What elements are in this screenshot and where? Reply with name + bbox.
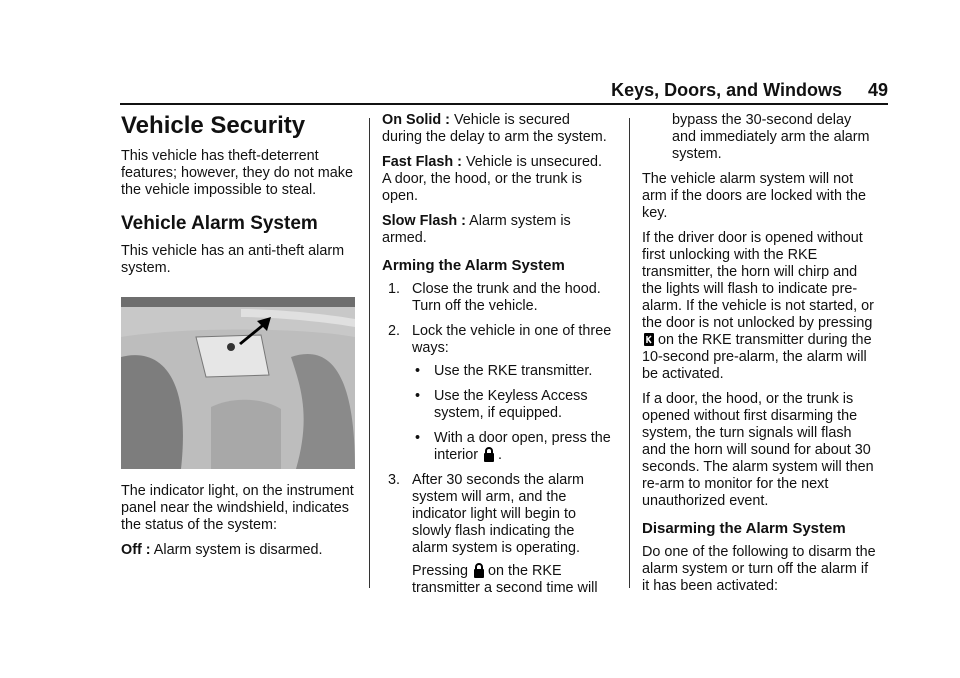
status-off: Off : Alarm system is disarmed. [121, 542, 323, 558]
bullet-item: • Use the RKE transmitter. [415, 363, 593, 379]
status-slow-flash: Slow Flash : Alarm system is armed. [382, 213, 571, 246]
lock-icon [473, 563, 485, 578]
paragraph: Do one of the following to disarm the alarm system or turn off the alarm if it has been activated: [642, 544, 876, 594]
column-middle [382, 112, 612, 605]
step3-continuation: bypass the 30-second delay and immediately arm the alarm system. [672, 112, 870, 162]
column-divider [629, 118, 630, 588]
paragraph: The vehicle alarm system will not arm if the doors are locked with the key. [642, 171, 866, 221]
paragraph: If the driver door is opened without first unlocking with the RKE transmitter, the horn will chirp and the lights will flash to indicate pre-alarm. If the vehicle is not started, or the door is not unlocked by pressing on the RKE transmitter during the 10-second pre-alarm, the alarm will be activated. [642, 230, 874, 382]
list-item: 1. Close the trunk and the hood. Turn off the vehicle. [388, 281, 601, 314]
column-left [121, 112, 357, 567]
bullet-item: • Use the Keyless Access system, if equipped. [415, 388, 588, 421]
status-fast-flash: Fast Flash : Vehicle is unsecured. A door, the hood, or the trunk is open. [382, 154, 602, 204]
status-on-solid: On Solid : Vehicle is secured during the delay to arm the system. [382, 112, 607, 145]
arming-steps [382, 281, 612, 597]
header-rule [120, 103, 888, 105]
heading-vehicle-alarm-system: Vehicle Alarm System [121, 213, 318, 234]
heading-vehicle-security: Vehicle Security [121, 112, 306, 139]
paragraph: The indicator light, on the instrument panel near the windshield, indicates the status of the system: [121, 483, 354, 533]
list-item: 2. Lock the vehicle in one of three ways: • Use the RKE transmitter. • Use the Keyless Access system, if equipped. • With a door open, press the interior . [388, 323, 612, 463]
heading-disarming: Disarming the Alarm System [642, 520, 846, 537]
column-right [642, 112, 878, 603]
unlock-icon [643, 332, 655, 347]
dashboard-indicator-illustration [121, 297, 355, 469]
section-title: Keys, Doors, and Windows [611, 80, 842, 100]
paragraph: This vehicle has an anti-theft alarm system. [121, 243, 345, 276]
lock-icon [483, 447, 495, 462]
bullet-item: • With a door open, press the interior . [415, 430, 611, 463]
heading-arming: Arming the Alarm System [382, 257, 565, 274]
paragraph: This vehicle has theft-deterrent features; however, they do not make the vehicle impossible to steal. [121, 148, 353, 198]
paragraph: If a door, the hood, or the trunk is opened without first disarming the system, the turn signals will flash and the horn will sound for about 30 seconds. The alarm system will then re-arm to monitor for the next unauthorized event. [642, 391, 874, 509]
column-divider [369, 118, 370, 588]
list-item: 3. After 30 seconds the alarm system will arm, and the indicator light will begin to slowly flash indicating the alarm system is operating. Pressing on the RKE transmitter a second time will [382, 472, 612, 597]
step3-continuation: Pressing on the RKE transmitter a second time will [412, 563, 598, 596]
page-number: 49 [867, 80, 888, 100]
page-header [0, 80, 888, 101]
